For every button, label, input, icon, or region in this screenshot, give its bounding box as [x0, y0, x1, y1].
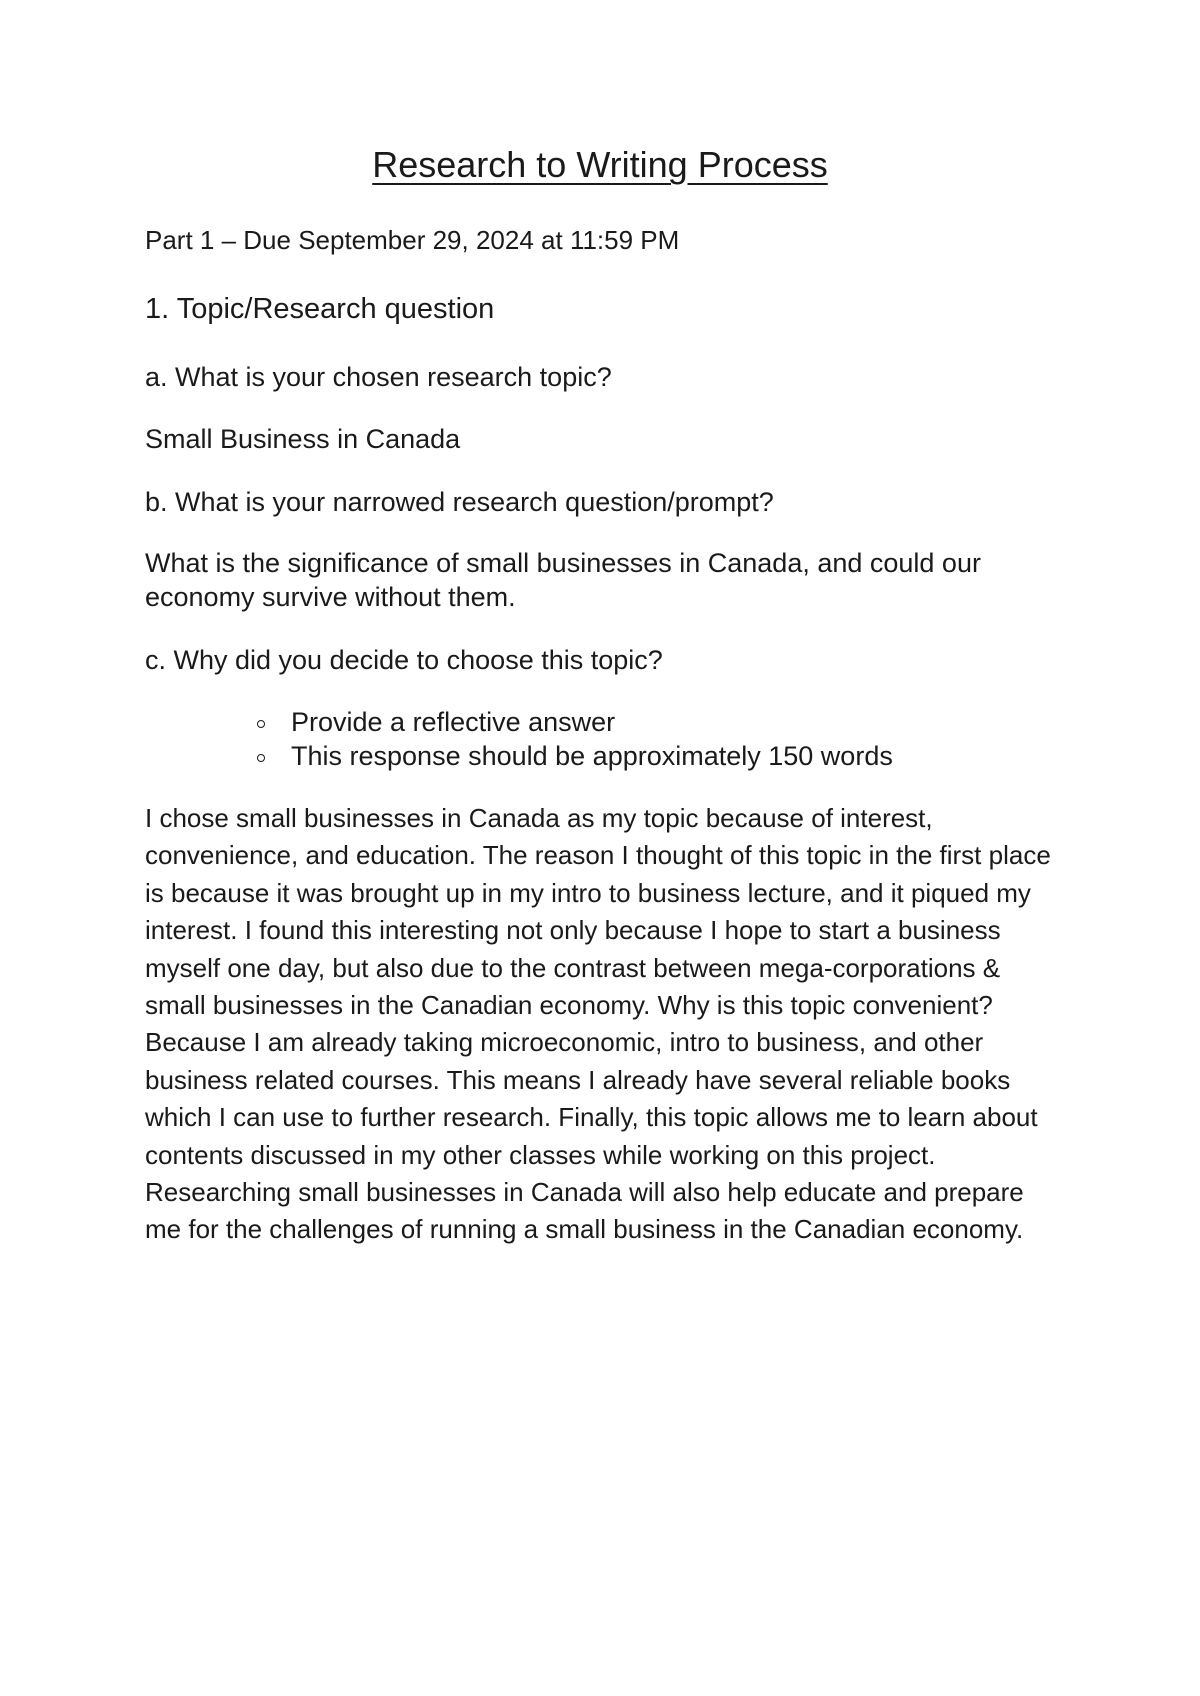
section-heading: 1. Topic/Research question: [145, 293, 495, 325]
hollow-circle-bullet-icon: [257, 720, 265, 728]
answer-a: Small Business in Canada: [145, 424, 461, 454]
question-b: b. What is your narrowed research question/prompt?: [145, 487, 774, 517]
essay-response: I chose small businesses in Canada as my topic because of interest, convenience, and education. The reason I thought of this topic in the first place is because it was brought up in my intro to business lecture, and it piqued my interest. I found this interesting not only because I hope to start a business myself one day, but also due to the contrast between mega-corporations & small businesses in the Canadian economy. Why is this topic convenient? Because I am already taking microeconomic, intro to business, and other business related courses. This means I already have several reliable books which I can use to further research. Finally, this topic allows me to learn about contents discussed in my other classes while working on this project. Researching small businesses in Canada will also help educate and prepare me for the challenges of running a small business in the Canadian economy.: [145, 803, 1051, 1245]
list-item: [255, 739, 893, 773]
hollow-circle-bullet-icon: [257, 754, 265, 762]
document-title: Research to Writing Process: [372, 144, 828, 185]
instruction-list: [255, 705, 893, 773]
answer-b: What is the significance of small businesses in Canada, and could our economy survive without them.: [145, 548, 981, 612]
question-a: a. What is your chosen research topic?: [145, 362, 612, 392]
list-item: [255, 705, 893, 739]
list-item-text: Provide a reflective answer: [291, 707, 616, 737]
list-item-text: This response should be approximately 150 words: [291, 741, 893, 771]
due-date-line: Part 1 – Due September 29, 2024 at 11:59 PM: [145, 225, 680, 255]
question-c: c. Why did you decide to choose this topic?: [145, 645, 663, 675]
